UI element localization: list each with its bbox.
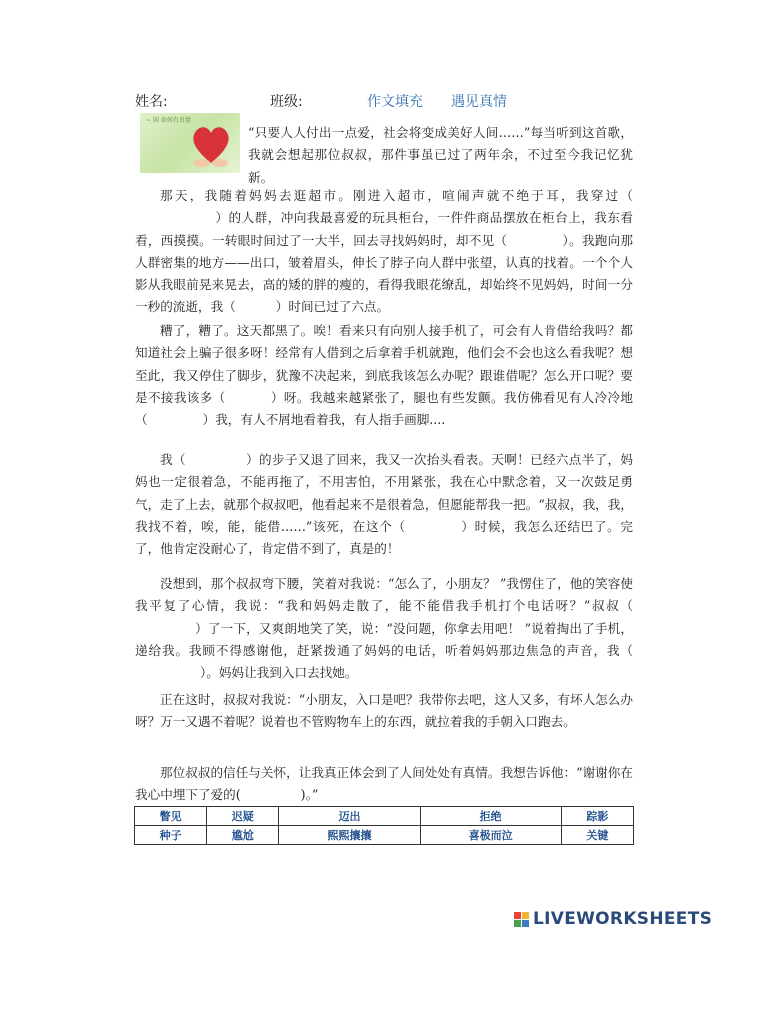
paragraph-text: ）。妈妈让我到入口去找她。 bbox=[200, 665, 358, 681]
word-bank-cell: 关键 bbox=[561, 826, 633, 845]
worksheet-title: 作文填充 bbox=[367, 94, 423, 110]
paragraph-uncle bbox=[135, 573, 633, 684]
paragraph-text: 正在这时，叔叔对我说：“小朋友，入口是吧？我带你去吧，这人又多，有坏人怎么办呀？万一又遇不着呢？说着也不管购物车上的东西，就拉着我的手朝入口跑去。 bbox=[135, 692, 633, 730]
word-bank-cell: 迟疑 bbox=[207, 807, 279, 826]
paragraph-text: 糟了，糟了。这天都黑了。唉！看来只有向别人接手机了，可会有人肯借给我吗？都知道社会上骗子很多呀！经常有人借到之后拿着手机就跑，他们会不会也这么看我呢？想至此，我又停住了脚步，犹豫不决起来，到底我该怎么办呢？跟谁借呢？怎么开口呢？要是不接我该多（ bbox=[135, 323, 633, 405]
paragraph-conclusion bbox=[135, 762, 633, 807]
worksheet-subtitle: 遇见真情 bbox=[451, 94, 507, 110]
word-bank-cell: 种子 bbox=[135, 826, 207, 845]
illustration-image bbox=[140, 113, 240, 173]
paragraph-worry bbox=[135, 320, 633, 431]
paragraph-text: ）的步子又退了回来，我又一次抬头看表。天啊！已经六点半了，妈妈也一定很着急，不能再拖了，不用害怕，不用紧张，我在心中默念着，又一次鼓足勇气，走了上去，就那个叔叔吧，他看起来不是很着急，但愿能帮我一把。“叔叔，我，我，我找不着，唉，能，能借……”该死，在这个（ bbox=[135, 452, 633, 534]
word-bank-cell: 尴尬 bbox=[207, 826, 279, 845]
paragraph-text: ）时候，我怎么还结巴了。完了，他肯定没耐心了，肯定借不到了，真是的！ bbox=[135, 518, 633, 557]
paragraph-text: ）了一下，又爽朗地笑了笑，说：“没问题，你拿去用吧！ ”说着掏出了手机，递给我。我顾不得感谢他，赶紧拨通了妈妈的电话，听着妈妈那边焦急的声音，我（ bbox=[135, 620, 633, 658]
paragraph-intro bbox=[248, 122, 633, 189]
word-bank-table bbox=[134, 806, 634, 845]
illustration-caption: ~ 闲 如何有真情 bbox=[146, 117, 191, 124]
paragraph-text: 那位叔叔的信任与关怀，让我真正体会到了人间处处有真情。我想告诉他：“谢谢你在我心中埋下了爱的( bbox=[135, 765, 633, 803]
word-bank-cell: 踪影 bbox=[561, 807, 633, 826]
liveworksheets-wordmark: LIVEWORKSHEETS bbox=[533, 909, 713, 929]
heart-icon bbox=[188, 119, 234, 169]
word-bank-cell: 喜极而泣 bbox=[420, 826, 561, 845]
paragraph-supermarket bbox=[135, 185, 633, 319]
paragraph-text: )。” bbox=[300, 787, 319, 803]
word-bank-cell: 拒绝 bbox=[420, 807, 561, 826]
paragraph-text: ）的人群，冲向我最喜爱的玩具柜台，一件件商品摆放在柜台上，我东看看，西摸摸。一转眼时间过了一大半，回去寻找妈妈时，却不见（ bbox=[135, 210, 633, 248]
paragraph-text: ）呀。我越来越紧张了，腿也有些发颤。我仿佛看见有人冷冷地（ bbox=[135, 389, 634, 428]
liveworksheets-icon bbox=[514, 912, 530, 928]
paragraph-text: 我（ bbox=[160, 452, 186, 467]
paragraph-text: ）时间已过了六点。 bbox=[275, 299, 390, 315]
paragraph-text: ）。我跑向那人群密集的地方——出口，皱着眉头，伸长了脖子向人群中张望，认真的找着。一个个人影从我眼前晃来晃去，高的矮的胖的瘦的，看得我眼花缭乱，却始终不见妈妈，时间一分一秒的流逝，我（ bbox=[135, 232, 634, 315]
paragraph-text: ）我，有人不屑地看着我，有人指手画脚.... bbox=[202, 412, 446, 428]
paragraph-text: 没想到，那个叔叔弯下腰，笑着对我说：“怎么了，小朋友？ ”我愣住了，他的笑容使我平复了心情，我说：“我和妈妈走散了，能不能借我手机打个电话呀？”叔叔（ bbox=[135, 576, 633, 614]
class-label: 班级: bbox=[270, 94, 303, 110]
name-label: 姓名: bbox=[135, 94, 168, 110]
word-bank-cell: 瞥见 bbox=[135, 807, 207, 826]
paragraph-text: 那天，我随着妈妈去逛超市。刚进入超市，喧闹声就不绝于耳，我穿过（ bbox=[160, 188, 633, 203]
paragraph-text: “只要人人付出一点爱，社会将变成美好人间……”每当听到这首歌， 我就会想起那位叔叔，那件事虽已过了两年余，不过至今我记忆犹新。 bbox=[248, 125, 633, 185]
word-bank-cell: 熙熙攘攘 bbox=[279, 826, 420, 845]
word-bank-cell: 迈出 bbox=[279, 807, 420, 826]
paragraph-entrance bbox=[135, 689, 633, 734]
paragraph-courage bbox=[135, 449, 633, 560]
word-bank-row bbox=[135, 826, 634, 845]
word-bank-row bbox=[135, 807, 634, 826]
worksheet-header bbox=[135, 91, 635, 113]
